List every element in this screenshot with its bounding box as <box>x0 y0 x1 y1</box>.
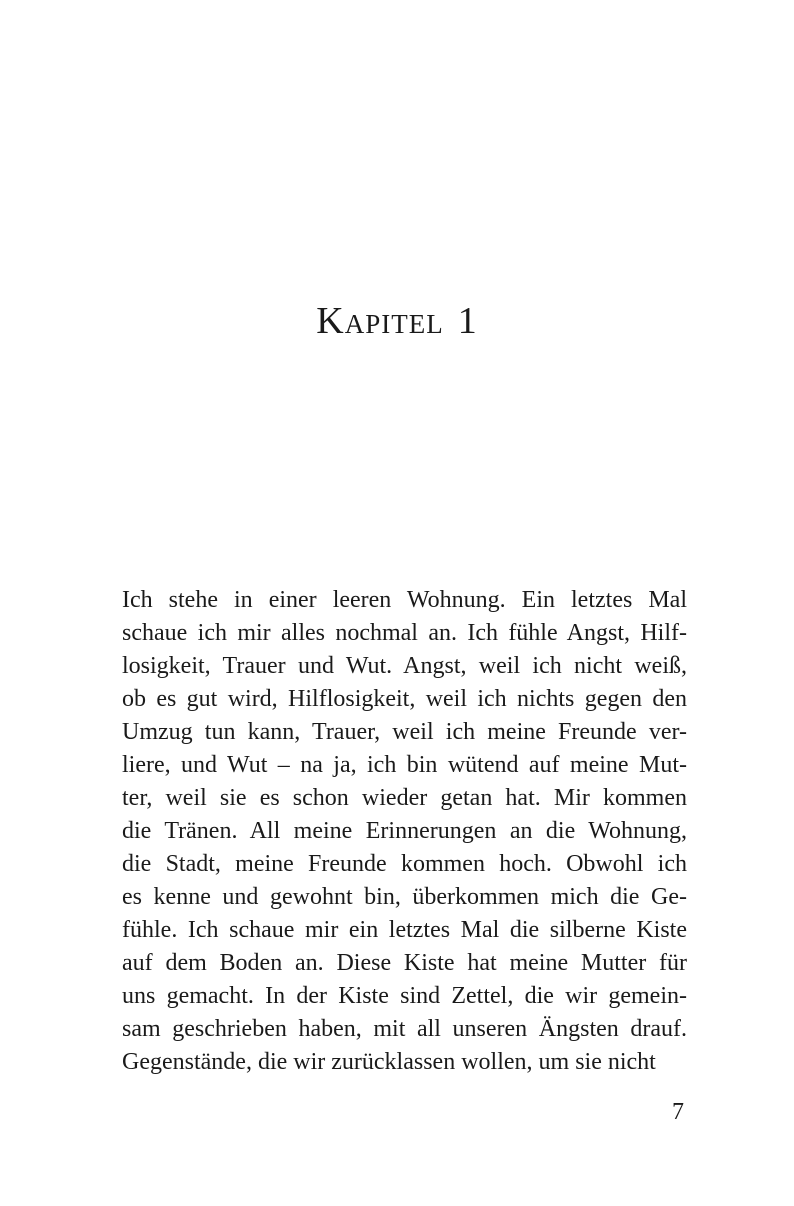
text-line: ob es gut wird, Hilflosigkeit, weil ich nichts gegen den <box>122 686 687 712</box>
chapter-heading <box>0 296 794 346</box>
chapter-number: 1 <box>457 300 478 342</box>
text-line: sam geschrieben haben, mit all unseren Ängsten drauf. <box>122 1016 687 1042</box>
text-line: auf dem Boden an. Diese Kiste hat meine Mutter für <box>122 950 687 976</box>
text-line: die Tränen. All meine Erinnerungen an die Wohnung, <box>122 818 687 844</box>
text-line: Gegenstände, die wir zurücklassen wollen, um sie nicht <box>122 1049 656 1075</box>
text-line: es kenne und gewohnt bin, überkommen mich die Ge- <box>122 884 687 910</box>
text-line: die Stadt, meine Freunde kommen hoch. Obwohl ich <box>122 851 687 877</box>
body-text <box>122 584 687 1079</box>
text-line: Ich stehe in einer leeren Wohnung. Ein letztes Mal <box>122 587 687 613</box>
page-number: 7 <box>672 1099 684 1125</box>
text-line: fühle. Ich schaue mir ein letztes Mal die silberne Kiste <box>122 917 687 943</box>
chapter-label: Kapitel <box>316 300 444 342</box>
text-line: losigkeit, Trauer und Wut. Angst, weil ich nicht weiß, <box>122 653 687 679</box>
text-line: liere, und Wut – na ja, ich bin wütend auf meine Mut- <box>122 752 687 778</box>
text-line: ter, weil sie es schon wieder getan hat. Mir kommen <box>122 785 687 811</box>
text-line: uns gemacht. In der Kiste sind Zettel, die wir gemein- <box>122 983 687 1009</box>
text-line: Umzug tun kann, Trauer, weil ich meine Freunde ver- <box>122 719 687 745</box>
text-line: schaue ich mir alles nochmal an. Ich fühle Angst, Hilf- <box>122 620 687 646</box>
